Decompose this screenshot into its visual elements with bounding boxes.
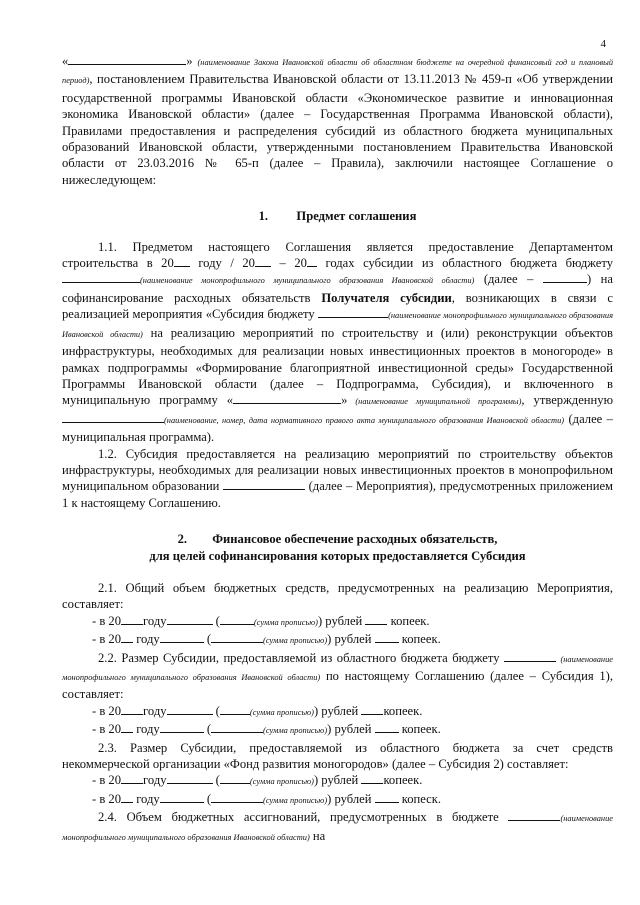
year-blank[interactable] bbox=[121, 772, 143, 784]
page-number: 4 bbox=[600, 38, 606, 50]
year-blank[interactable] bbox=[307, 255, 317, 267]
law-name-blank[interactable] bbox=[68, 53, 186, 65]
amount-words-blank[interactable] bbox=[220, 613, 254, 625]
amount-blank[interactable] bbox=[160, 791, 204, 803]
amount-words-blank[interactable] bbox=[211, 721, 263, 733]
year-blank[interactable] bbox=[121, 631, 133, 643]
kopecks-blank[interactable] bbox=[375, 721, 399, 733]
year-blank[interactable] bbox=[121, 613, 143, 625]
amount-blank[interactable] bbox=[160, 721, 204, 733]
short-name-blank[interactable] bbox=[543, 271, 587, 283]
amount-line: - в 20 году ( (сумма прописью)) рублей копеек. bbox=[92, 773, 423, 788]
year-blank[interactable] bbox=[121, 703, 143, 715]
act-blank[interactable] bbox=[62, 411, 164, 423]
amount-blank[interactable] bbox=[167, 613, 213, 625]
document-body bbox=[62, 53, 613, 846]
municipality-blank[interactable] bbox=[62, 271, 140, 283]
year-blank[interactable] bbox=[121, 721, 133, 733]
amount-words-blank[interactable] bbox=[211, 631, 263, 643]
clause-2-3: 2.3. Размер Субсидии, предоставляемой из областного бюджета за счет средств некоммерческой организации «Фонд развития моногородов» (далее – Субсидия 2) составляет: bbox=[62, 740, 613, 772]
amount-line: - в 20 году ( (сумма прописью)) рублей копеек. bbox=[92, 722, 441, 737]
law-name-note: (наименование Закона Ивановской области об областном бюджете на очередной финансовый год и плановый период) bbox=[62, 58, 614, 86]
clause-1-2: 1.2. Субсидия предоставляется на реализацию мероприятий по строительству объектов инфраструктуры, необходимых для реализации новых инвестиционных проектов в монопрофильном муниципальном образовании (далее – Мероприятия), предусмотренных приложением 1 к настоящему Соглашению. bbox=[62, 446, 614, 510]
amount-line: - в 20 году ( (сумма прописью)) рублей копеск. bbox=[92, 791, 442, 806]
clause-2-1: 2.1. Общий объем бюджетных средств, предусмотренных на реализацию Мероприятия, составляет: bbox=[62, 580, 613, 612]
year-blank[interactable] bbox=[174, 255, 190, 267]
kopecks-blank[interactable] bbox=[375, 631, 399, 643]
kopecks-blank[interactable] bbox=[361, 703, 383, 715]
amount-line: - в 20 году ( (сумма прописью)) рублей копеек. bbox=[92, 632, 441, 647]
kopecks-blank[interactable] bbox=[365, 613, 387, 625]
recipient-bold: Получателя субсидии bbox=[321, 290, 452, 305]
amount-line: - в 20 году ( (сумма прописью)) рублей копеек. bbox=[92, 613, 430, 628]
amount-words-blank[interactable] bbox=[220, 772, 250, 784]
amount-words-blank[interactable] bbox=[211, 791, 263, 803]
year-blank[interactable] bbox=[255, 255, 271, 267]
amount-blank[interactable] bbox=[167, 703, 213, 715]
municipality-blank[interactable] bbox=[318, 306, 388, 318]
year-blank[interactable] bbox=[121, 791, 133, 803]
amount-words-blank[interactable] bbox=[220, 703, 250, 715]
clause-2-4: 2.4. Объем бюджетных ассигнований, предусмотренных в бюджете (наименование монопрофильного муниципального образования Ивановской области) на bbox=[62, 810, 613, 843]
municipality-blank[interactable] bbox=[504, 650, 556, 662]
intro-paragraph: « » (наименование Закона Ивановской области об областном бюджете на очередной финансовый год и плановый период), постановлением Правительства Ивановской области от 13.11.2013 № 459-п «Об утверждении государственной программы Ивановской области «Экономическое развитие и инновационная экономика Ивановской области» (далее – Государственная Программа Ивановской области), Правилами предоставления и распределения субсидий из областного бюджета муниципальных образований Ивановской области, утвержденными постановлением Правительства Ивановской области от 23.03.2016 № 65-п (далее – Правила), заключили настоящее Соглашение о нижеследующем: bbox=[62, 54, 614, 187]
clause-1-1: 1.1. Предметом настоящего Соглашения является предоставление Департаментом строительства в 20 году / 20 – 20 годах субсидии из областного бюджета бюджету (наименование монопрофильного муниципального образования Ивановской области) (далее – ) на софинансирование расходных обязательств Получателя субсидии, возникающих в связи с реализацией мероприятия «Субсидия бюджету (наименование монопрофильного муниципального образования Ивановской области) на реализацию мероприятий по строительству и (или) реконструкции объектов инфраструктуры, необходимых для реализации новых инвестиционных проектов в моногороде» в рамках подпрограммы «Формирование благоприятной инвестиционной среды» Государственной Программы Ивановской области (далее – Подпрограмма, Субсидия), и включенного в муниципальную программу « » (наименование муниципальной программы), утвержденную (наименование, номер, дата нормативного правого акта муниципального образования Ивановской области) (далее – муниципальная программа). bbox=[62, 239, 614, 445]
section-1-heading: 1. Предмет соглашения bbox=[258, 209, 417, 224]
municipality-blank[interactable] bbox=[508, 809, 560, 821]
program-name-blank[interactable] bbox=[233, 392, 341, 404]
municipality-blank[interactable] bbox=[223, 478, 305, 490]
amount-line: - в 20 году ( (сумма прописью)) рублей копеек. bbox=[92, 703, 423, 718]
clause-2-2: 2.2. Размер Субсидии, предоставляемой из областного бюджета бюджету (наименование монопрофильного муниципального образования Ивановской области) по настоящему Соглашению (далее – Субсидия 1), составляет: bbox=[62, 650, 614, 702]
kopecks-blank[interactable] bbox=[375, 791, 399, 803]
amount-blank[interactable] bbox=[167, 772, 213, 784]
amount-blank[interactable] bbox=[160, 631, 204, 643]
kopecks-blank[interactable] bbox=[361, 772, 383, 784]
section-2-heading: 2. Финансовое обеспечение расходных обязательств, для целей софинансирования которых предоставляется Субсидия bbox=[149, 532, 526, 563]
